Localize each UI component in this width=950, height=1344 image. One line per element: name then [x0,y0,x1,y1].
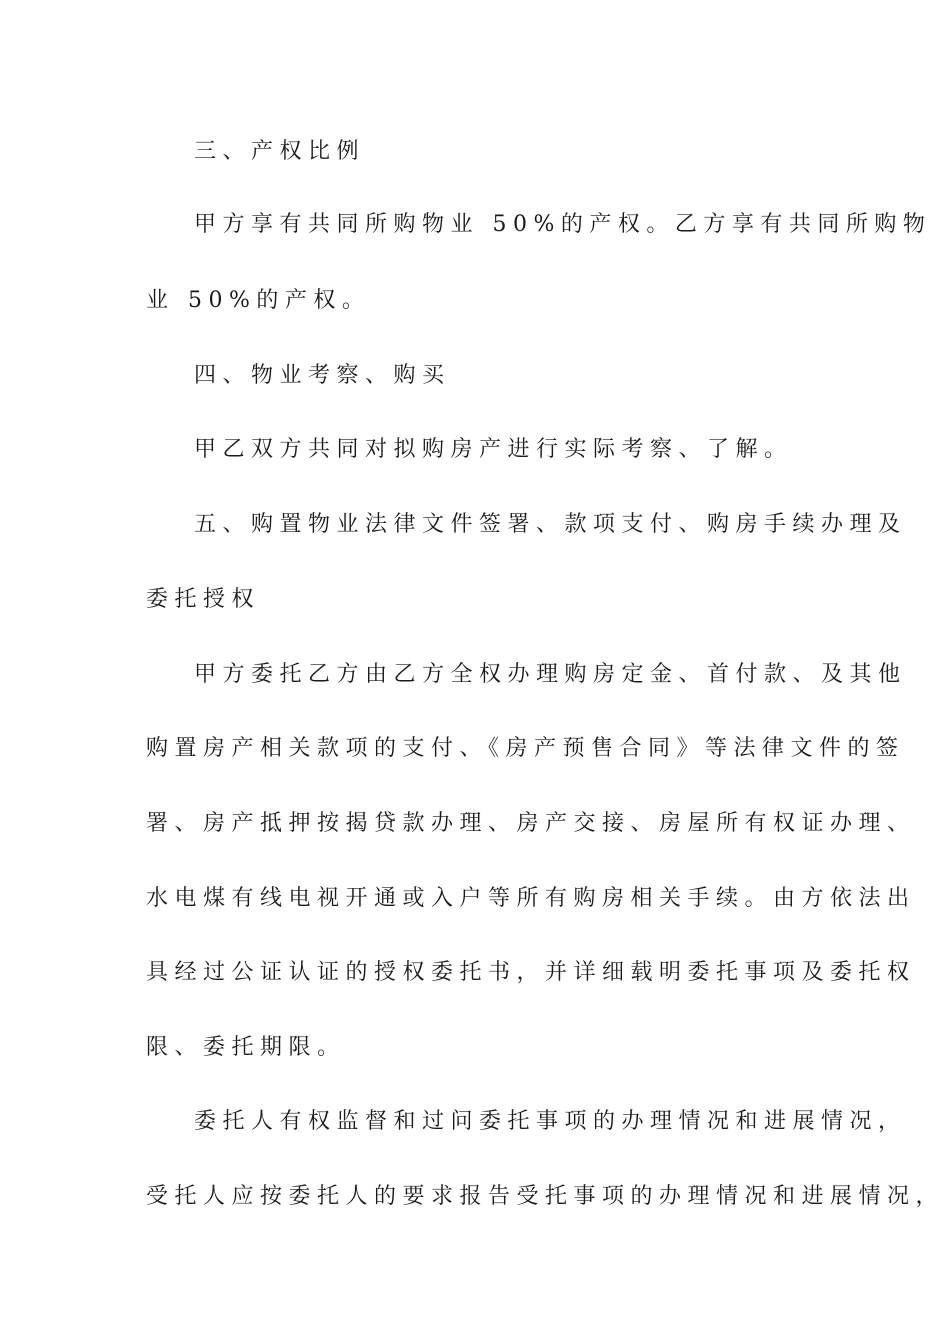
paragraph-line: 署、房产抵押按揭贷款办理、房产交接、房屋所有权证办理、 [146,811,916,836]
paragraph-line: 水电煤有线电视开通或入户等所有购房相关手续。由方依法出 [146,886,916,911]
paragraph-line: 甲方享有共同所购物业 50%的产权。乙方享有共同所购物 [194,212,932,237]
paragraph-line: 甲方委托乙方由乙方全权办理购房定金、首付款、及其他 [194,662,907,687]
paragraph-line: 购置房产相关款项的支付、《房产预售合同》等法律文件的签 [146,736,905,761]
paragraph-line: 委托人有权监督和过问委托事项的办理情况和进展情况， [194,1109,907,1134]
paragraph-line: 受托人应按委托人的要求报告受托事项的办理情况和进展情况， [146,1184,945,1209]
paragraph-line: 业 50%的产权。 [146,288,371,313]
section-heading-legal-documents: 五、购置物业法律文件签署、款项支付、购房手续办理及 [194,512,907,537]
paragraph-line: 具经过公证认证的授权委托书，并详细载明委托事项及委托权 [146,960,916,985]
section-heading-inspection-purchase: 四、物业考察、购买 [194,363,451,388]
section-heading-continuation: 委托授权 [146,587,261,612]
paragraph-line: 限、委托期限。 [146,1035,346,1060]
section-heading-ownership-ratio: 三、产权比例 [194,139,366,164]
paragraph-line: 甲乙双方共同对拟购房产进行实际考察、了解。 [194,437,793,462]
